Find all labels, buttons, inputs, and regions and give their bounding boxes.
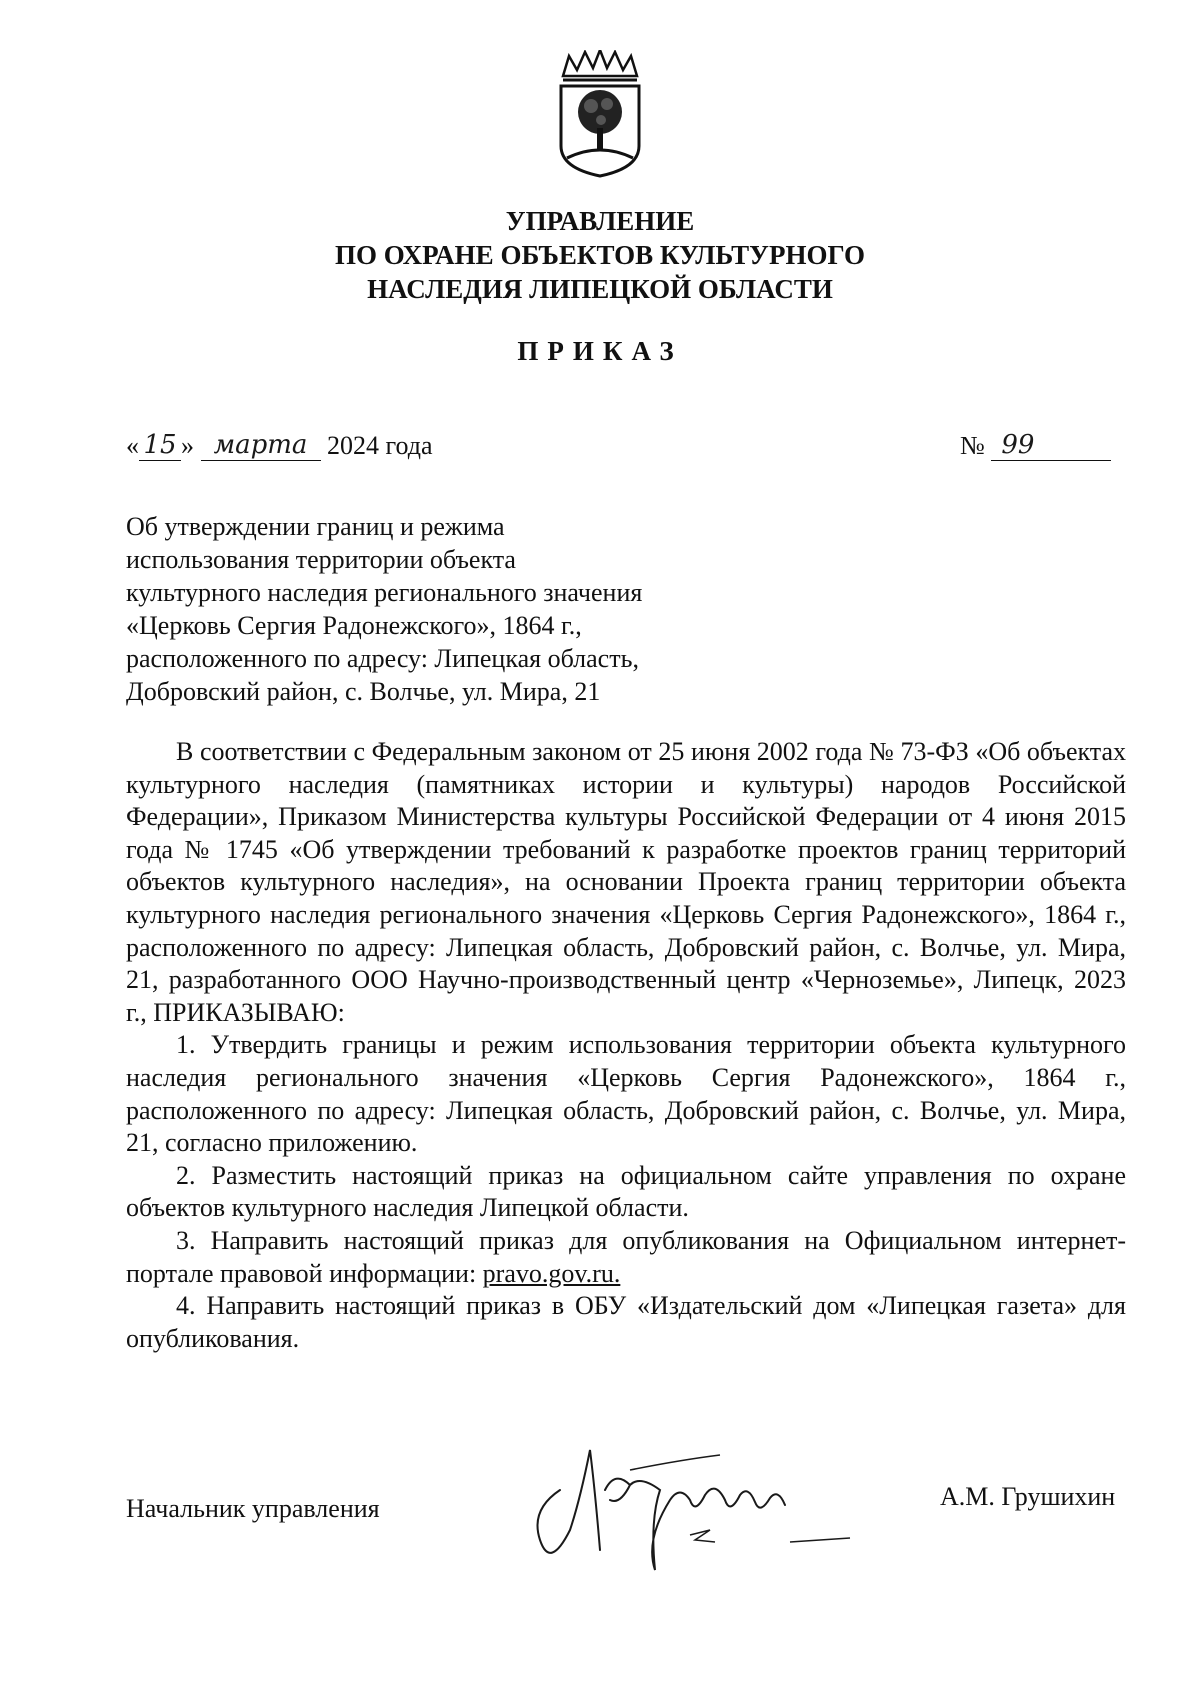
document-type-title: ПРИКАЗ: [517, 336, 683, 366]
signatory-position: Начальник управления: [126, 1494, 380, 1523]
handwritten-signature: [520, 1430, 920, 1580]
date-open-quote: «: [126, 431, 139, 460]
order-number: [960, 430, 1111, 461]
agency-name-line-3: НАСЛЕДИЯ ЛИПЕЦКОЙ ОБЛАСТИ: [367, 274, 833, 304]
pravo-gov-link[interactable]: pravo.gov.ru.: [482, 1258, 621, 1288]
signatory-name: А.М. Грушихин: [940, 1482, 1116, 1511]
coat-of-arms-emblem: [555, 50, 645, 180]
subject-line: Добровский район, с. Волчье, ул. Мира, 21: [126, 677, 601, 706]
preamble-paragraph: В соответствии с Федеральным законом от 25 июня 2002 года № 73-ФЗ «Об объектах культурного наследия (памятниках истории и культуры) народов Российской Федерации», Приказом Министерства культуры Российской Федерации от 4 июня 2015 года № 1745 «Об утверждении требований к разработке проектов границ территорий объектов культурного наследия», на основании Проекта границ территории объекта культурного наследия регионального значения «Церковь Сергия Радонежского», 1864 г., расположенного по адресу: Липецкая область, Добровский район, с. Волчье, ул. Мира, 21, разработанного ООО Научно-производственный центр «Черноземье», Липецк, 2023 г., ПРИКАЗЫВАЮ:: [126, 737, 1126, 1027]
agency-name-line-1: УПРАВЛЕНИЕ: [505, 206, 695, 236]
subject-line: культурного наследия регионального значения: [126, 578, 643, 607]
number-value: 99: [991, 430, 1111, 461]
subject-line: Об утверждении границ и режима: [126, 512, 505, 541]
number-label: №: [960, 431, 985, 460]
date-year: 2024 года: [327, 431, 433, 460]
subject-line: «Церковь Сергия Радонежского», 1864 г.,: [126, 611, 582, 640]
order-item-4: 4. Направить настоящий приказ в ОБУ «Издательский дом «Липецкая газета» для опубликования.: [126, 1291, 1126, 1353]
order-subject: [126, 510, 766, 708]
order-date: [126, 430, 433, 466]
subject-line: расположенного по адресу: Липецкая область,: [126, 644, 639, 673]
subject-line: использования территории объекта: [126, 545, 516, 574]
date-day: 15: [139, 430, 181, 461]
date-month: марта: [201, 430, 321, 461]
order-item-3: [126, 1225, 1126, 1290]
date-close-quote: »: [181, 431, 194, 460]
order-item-3-text: 3. Направить настоящий приказ для опубликования на Официальном интернет-портале правовой информации:: [126, 1225, 1126, 1288]
agency-name-line-2: ПО ОХРАНЕ ОБЪЕКТОВ КУЛЬТУРНОГО: [335, 240, 865, 270]
order-body: [126, 736, 1126, 1355]
order-item-2: 2. Разместить настоящий приказ на официальном сайте управления по охране объектов культурного наследия Липецкой области.: [126, 1160, 1126, 1223]
order-item-1: 1. Утвердить границы и режим использования территории объекта культурного наследия регионального значения «Церковь Сергия Радонежского», 1864 г., расположенного по адресу: Липецкая область, Добровский район, с. Волчье, ул. Мира, 21, согласно приложению.: [126, 1030, 1126, 1158]
